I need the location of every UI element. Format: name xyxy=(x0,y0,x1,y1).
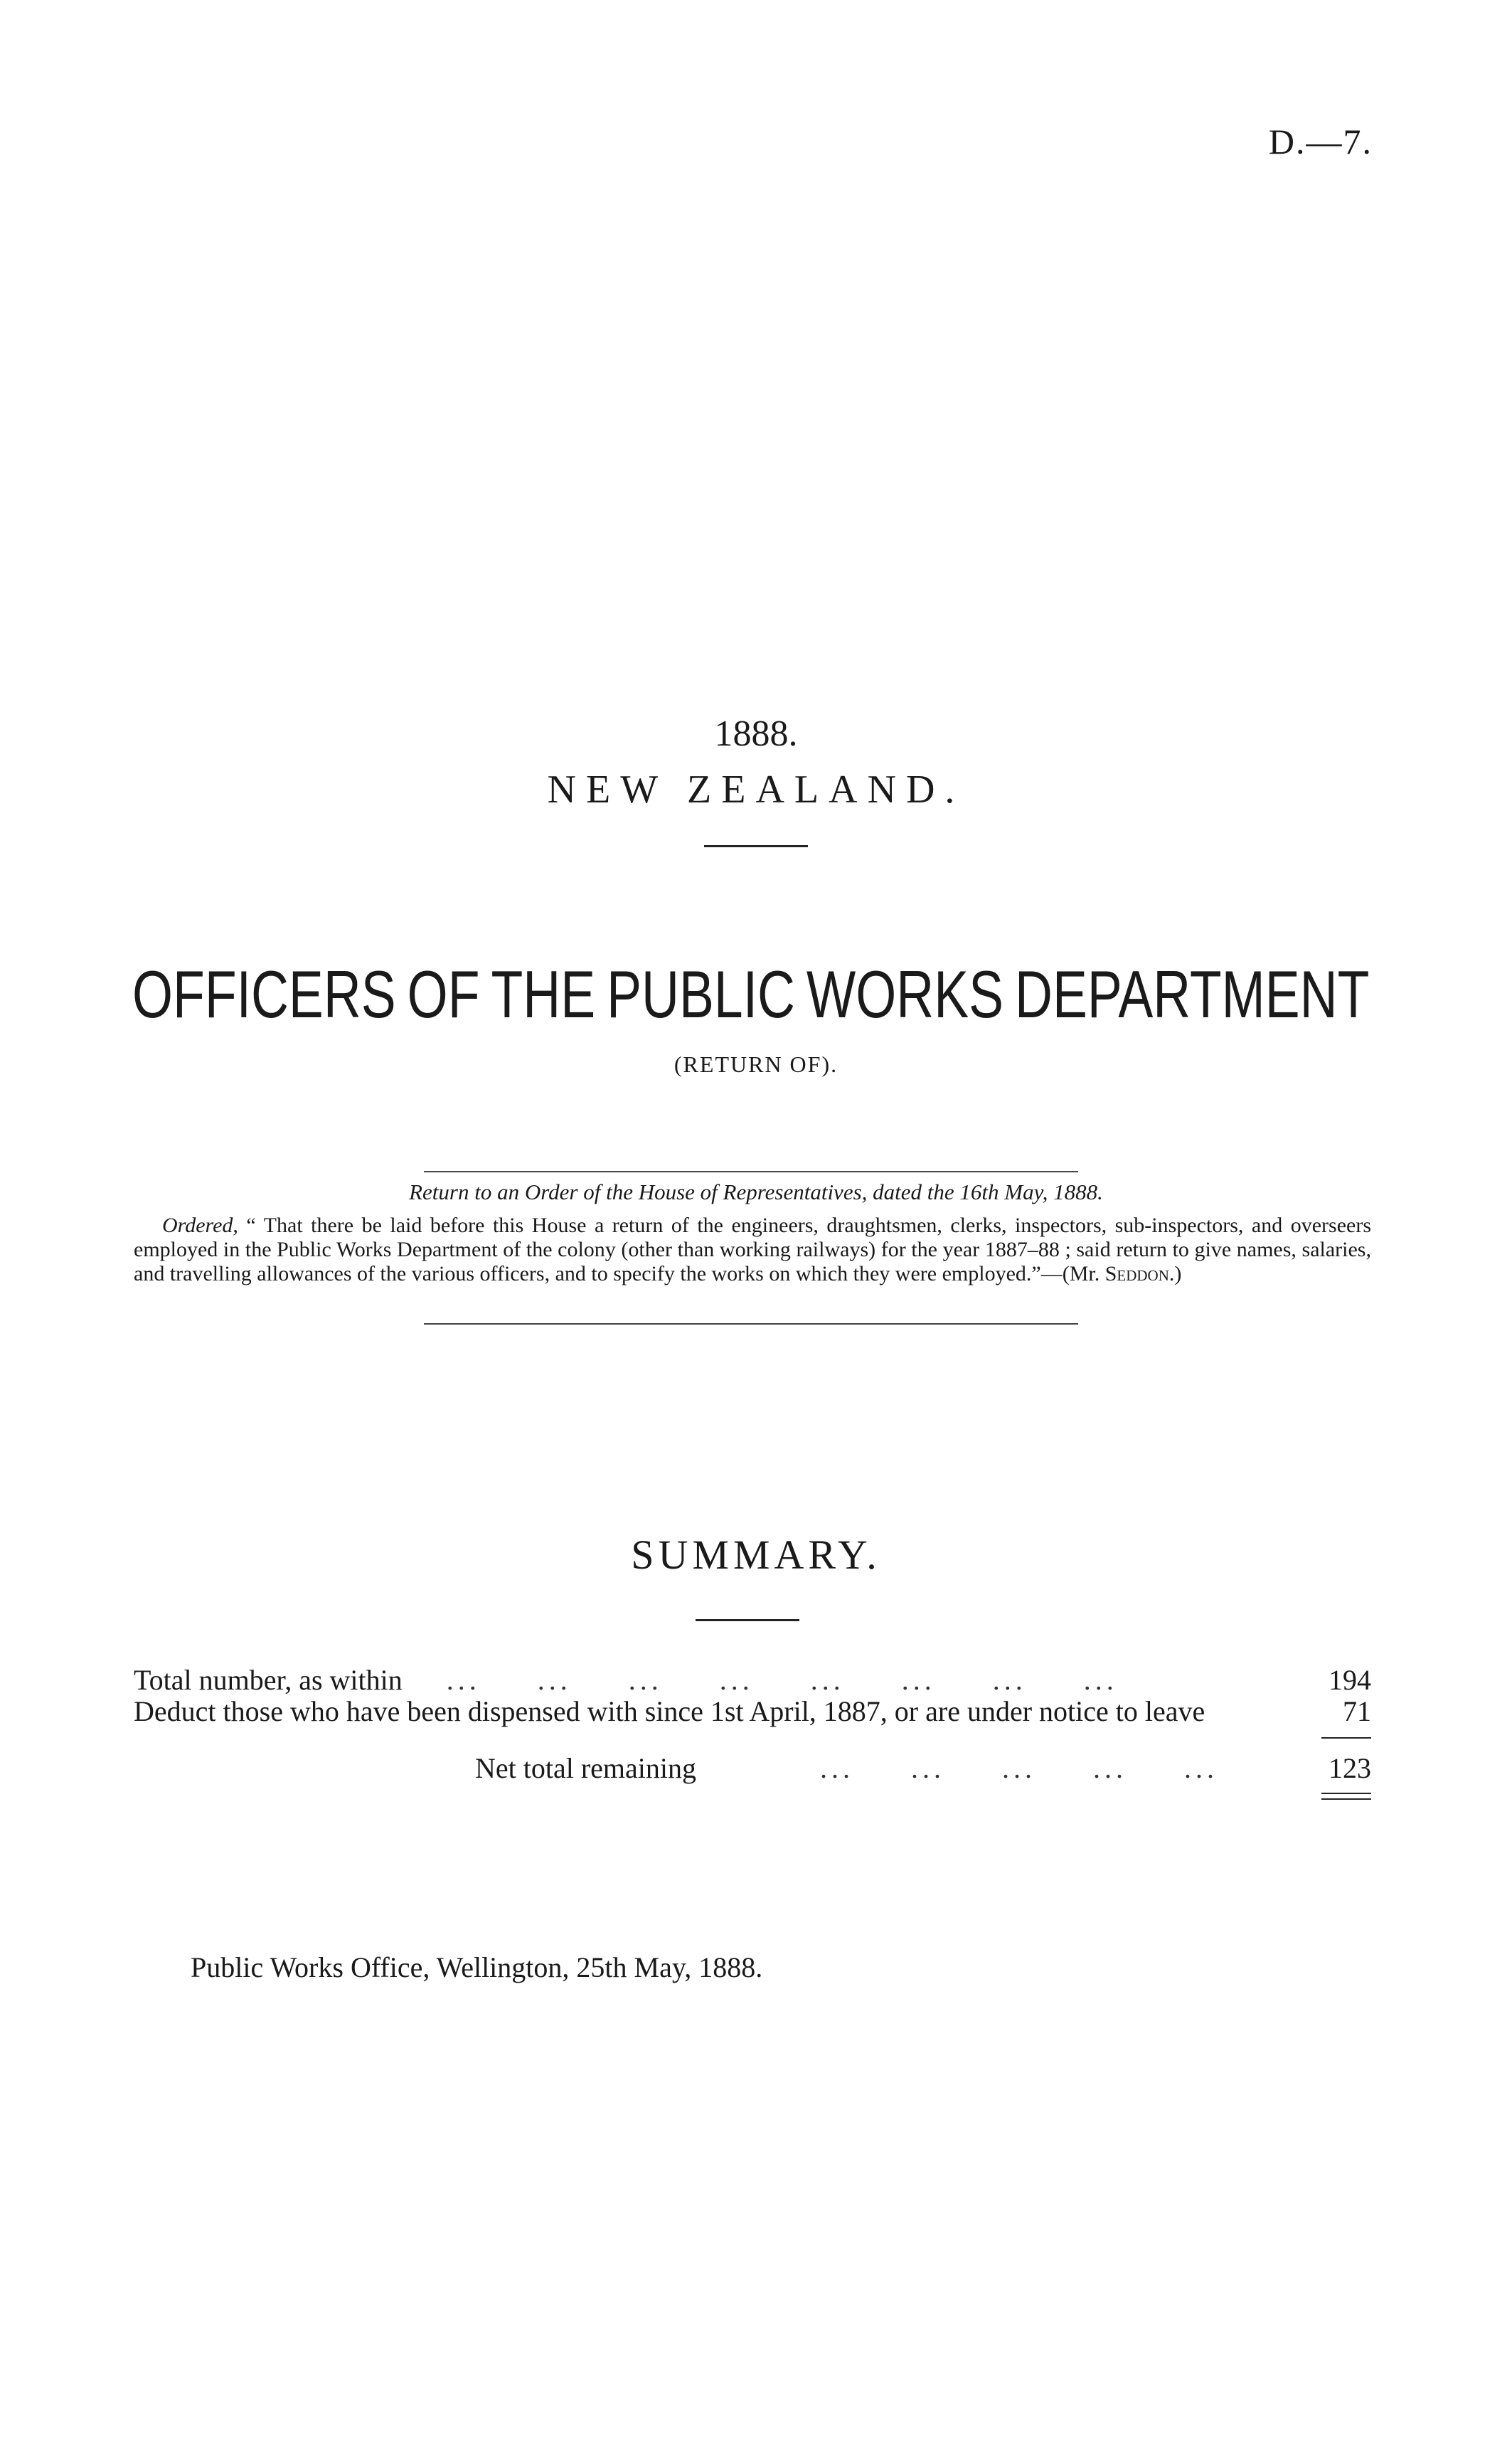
order-body-text: “ That there be laid before this House a return of the engineers, draughtsmen, clerks, inspectors, sub-inspectors, and overseers employed in the Public Works Department of the colony (other than working railways) for the year 1887–88 ; said return to give names, salaries, and travelling allowances of the various officers, and to specify the works on which they were employed.”—(Mr. xyxy=(134,1214,1371,1285)
leader-dots: ... ... ... ... ... xyxy=(706,1752,1219,1784)
title-word: OF xyxy=(407,957,480,1031)
summary-row-value: 71 xyxy=(1343,1695,1371,1727)
ordered-word: Ordered, xyxy=(162,1214,238,1237)
summary-title: SUMMARY. xyxy=(631,1532,881,1578)
summary-row-value: 194 xyxy=(1329,1664,1371,1696)
title-word: WORKS xyxy=(806,957,1004,1031)
summary-row xyxy=(475,1751,1371,1785)
title-word: DEPARTMENT xyxy=(1015,957,1370,1031)
order-bottom-rule xyxy=(424,1323,1078,1325)
summary-row xyxy=(134,1663,1371,1697)
summary-row-label: Net total remaining xyxy=(475,1752,697,1784)
summary-row-label: Deduct those who have been dispensed with since 1st April, 1887, or are under notice to leave xyxy=(134,1695,1205,1727)
summary-row-label: Total number, as within xyxy=(134,1664,403,1696)
summary-divider xyxy=(696,1619,799,1621)
title-word: OFFICERS xyxy=(132,957,396,1031)
order-heading: Return to an Order of the House of Representatives, dated the 16th May, 1888. xyxy=(409,1179,1103,1204)
title-word: PUBLIC xyxy=(607,957,796,1031)
total-double-rule-top xyxy=(1321,1793,1371,1794)
title-divider xyxy=(704,845,808,847)
summary-row-value: 123 xyxy=(1329,1752,1371,1784)
order-text xyxy=(134,1214,1371,1286)
summary-row xyxy=(134,1694,1371,1728)
document-subtitle: (RETURN OF). xyxy=(674,1051,838,1077)
order-closing: .) xyxy=(1168,1262,1182,1285)
signoff: Public Works Office, Wellington, 25th May, 1888. xyxy=(191,1951,763,1983)
leader-dots: ... ... ... ... ... ... ... ... xyxy=(412,1664,1118,1696)
order-mover: Seddon xyxy=(1104,1262,1169,1285)
country-heading: NEW ZEALAND. xyxy=(547,768,965,812)
sum-rule xyxy=(1321,1737,1371,1739)
title-word: THE xyxy=(491,957,596,1031)
year: 1888. xyxy=(714,714,798,754)
order-top-rule xyxy=(424,1171,1078,1172)
document-title xyxy=(132,956,1369,1033)
total-double-rule-bottom xyxy=(1321,1798,1371,1800)
page-reference: D.—7. xyxy=(1268,122,1373,161)
